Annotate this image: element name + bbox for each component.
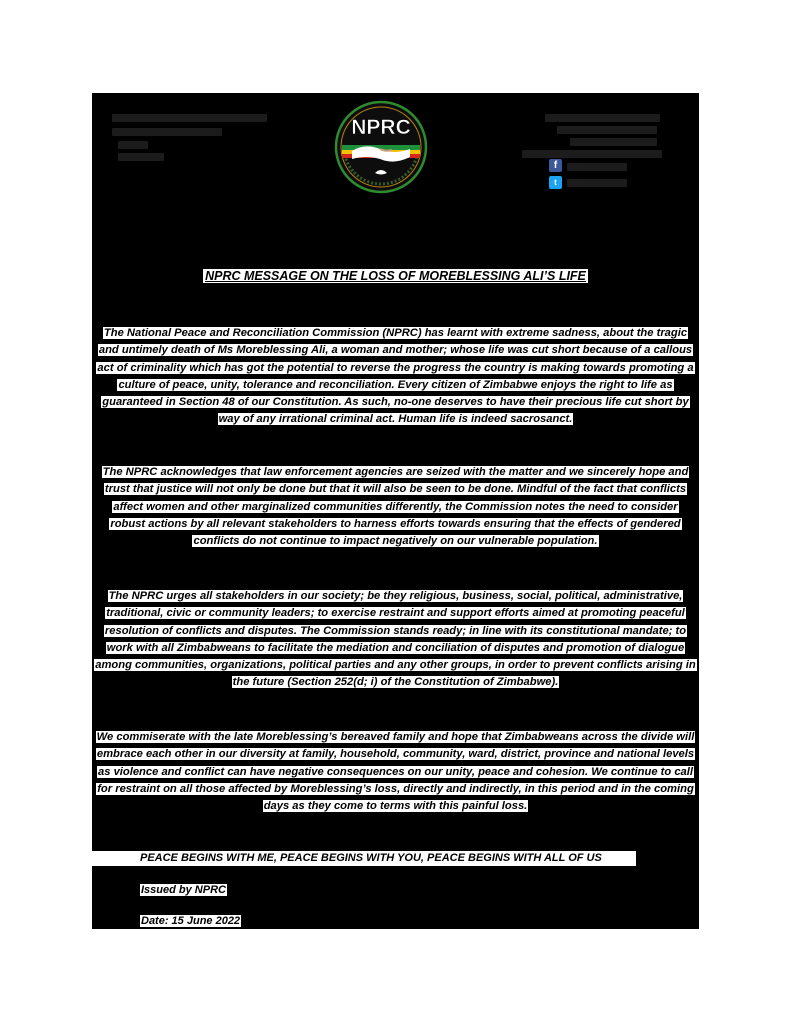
issued-by: Issued by NPRC [141, 884, 226, 896]
nprc-logo [320, 99, 442, 195]
document-page [92, 93, 699, 929]
paragraph-1: The National Peace and Reconciliation Commission (NPRC) has learnt with extreme sadness, about the tragic and untimely death of Ms Moreblessing Ali, a woman and mother; whose life was cut short because of a callous act of criminality which has got the potential to reverse the progress the country is making towards promoting a culture of peace, unity, tolerance and reconciliation. Every citizen of Zimbabwe enjoys the right to life as guaranteed in Section 48 of our Constitution. As such, no-one deserves to have their precious life cut short by way of any irrational criminal act. Human life is indeed sacrosanct. [97, 327, 694, 426]
paragraph-3: The NPRC urges all stakeholders in our society; be they religious, business, social, political, administrative, traditional, civic or community leaders; to exercise restraint and support efforts aimed at promoting peaceful resolution of conflicts and disputes. The Commission stands ready; in line with its constitutional mandate; to work with all Zimbabweans to facilitate the mediation and conciliation of disputes and promotion of dialogue among communities, organizations, political parties and any other groups, in order to prevent conflicts arising in the future (Section 252(d; i) of the Constitution of Zimbabwe). [95, 590, 696, 689]
twitter-icon: t [549, 176, 562, 189]
slogan: PEACE BEGINS WITH ME, PEACE BEGINS WITH YOU, PEACE BEGINS WITH ALL OF US [92, 851, 636, 866]
paragraph-2: The NPRC acknowledges that law enforcement agencies are seized with the matter and we sincerely hope and trust that justice will not only be done but that it will also be seen to be done. Mindful of the fact that conflicts affect women and other marginalized communities differently, the Commission notes the need to consider robust actions by all relevant stakeholders to harness efforts towards ensuring that the effects of gendered conflicts do not continue to impact negatively on our vulnerable population. [102, 466, 689, 548]
facebook-icon: f [549, 159, 562, 172]
logo-text: NPRC [351, 116, 411, 139]
document-title: NPRC MESSAGE ON THE LOSS OF MOREBLESSING ALI’S LIFE [205, 269, 586, 283]
issue-date: Date: 15 June 2022 [141, 915, 241, 927]
paragraph-4: We commiserate with the late Moreblessing’s bereaved family and hope that Zimbabweans across the divide will embrace each other in our diversity at family, household, community, ward, district, province and national levels as violence and conflict can have negative consequences on our unity, peace and cohesion. We continue to call for restraint on all those affected by Moreblessing’s loss, directly and indirectly, in this period and in the coming days as they come to terms with this painful loss. [96, 731, 695, 813]
